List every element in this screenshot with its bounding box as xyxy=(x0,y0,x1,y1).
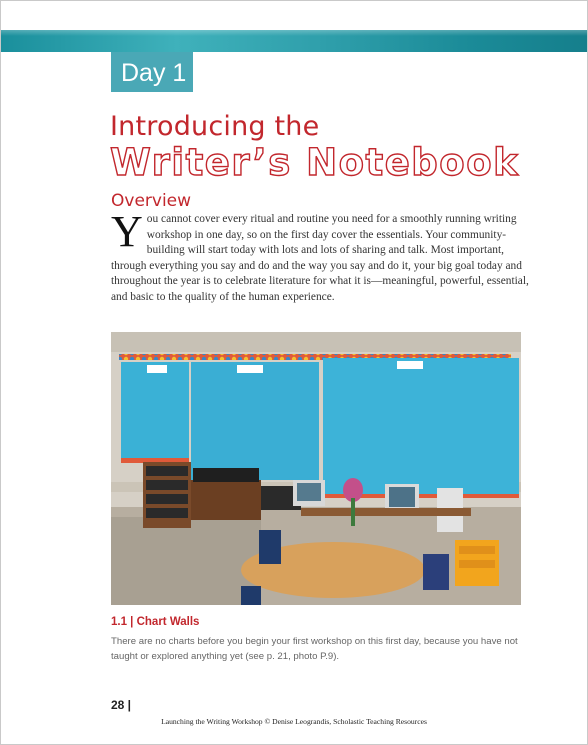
overview-heading: Overview xyxy=(111,191,192,211)
classroom-illustration xyxy=(111,332,521,605)
page-number: 28 | xyxy=(111,698,132,712)
day-badge: Day 1 xyxy=(111,52,193,92)
chapter-title-line1: Introducing the xyxy=(110,111,320,142)
header-band xyxy=(1,30,587,52)
footer-credit: Launching the Writing Workshop © Denise Leograndis, Scholastic Teaching Resources xyxy=(161,717,427,726)
overview-paragraph xyxy=(111,207,531,306)
overview-body: ou cannot cover every ritual and routine you need for a smoothly running writing workshop in one day, so on the first day cover the essentials. Your community-building will start today with lots and lots of sharing and talk. Most important, through everything you say and do and the way you say and do it, your big goal today and throughout the year is to celebrate literature for what it is—meaningful, powerful, essential, and basic to the quality of the human experience. xyxy=(111,213,529,303)
classroom-photo xyxy=(111,332,521,605)
figure-caption-title: 1.1 | Chart Walls xyxy=(111,616,200,628)
figure-caption-text: There are no charts before you begin your first workshop on this first day, because you have not taught or explored anything yet (see p. 21, photo P.9). xyxy=(111,636,518,662)
drop-cap: Y xyxy=(111,207,143,256)
chapter-title-line2: Writer’s Notebook xyxy=(110,141,520,184)
